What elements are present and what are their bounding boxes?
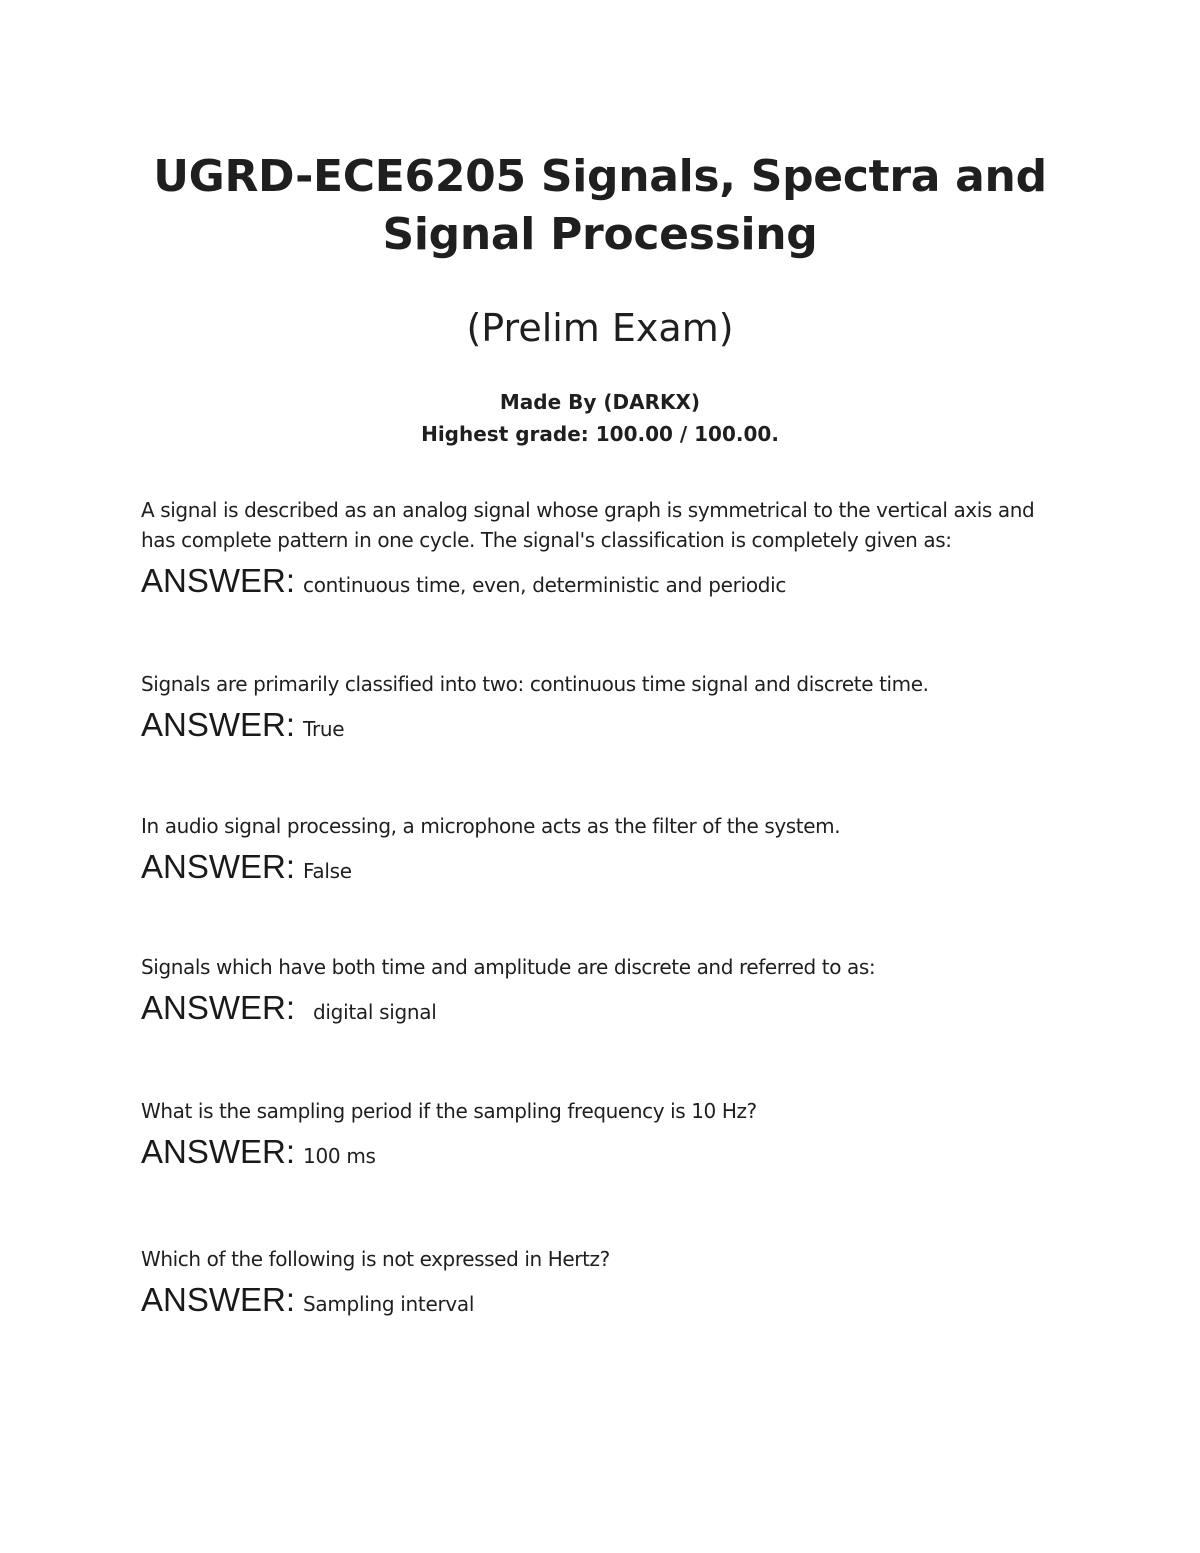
answer-line [141, 561, 1071, 605]
answer-label: ANSWER: [141, 989, 296, 1026]
answer-text: False [303, 859, 352, 883]
answer-text: 100 ms [303, 1144, 376, 1168]
answer-label: ANSWER: [141, 562, 296, 599]
answer-text: True [303, 717, 345, 741]
answer-label: ANSWER: [141, 848, 296, 885]
question-text: A signal is described as an analog signal whose graph is symmetrical to the vertical axis and has complete pattern in one cycle. The signal's classification is completely given as: [141, 498, 1035, 552]
answer-text: continuous time, even, deterministic and periodic [303, 573, 787, 597]
question-text: What is the sampling period if the sampling frequency is 10 Hz? [141, 1099, 757, 1123]
question-text: Which of the following is not expressed in Hertz? [141, 1247, 610, 1271]
title-line-2: Signal Processing [382, 209, 818, 260]
qa-item [141, 669, 1071, 749]
qa-item [141, 811, 1071, 891]
answer-line [141, 847, 1071, 891]
author-line: Made By (DARKX) [499, 390, 701, 414]
answer-text: digital signal [313, 1000, 437, 1024]
highest-grade-line: Highest grade: 100.00 / 100.00. [421, 422, 779, 446]
exam-subtitle: (Prelim Exam) [466, 306, 734, 350]
qa-item [141, 1244, 1071, 1324]
answer-text: Sampling interval [303, 1292, 475, 1316]
question-text: Signals which have both time and amplitude are discrete and referred to as: [141, 955, 876, 979]
answer-label: ANSWER: [141, 706, 296, 743]
answer-line [141, 1280, 1071, 1324]
title-line-1: UGRD-ECE6205 Signals, Spectra and [153, 151, 1047, 202]
answer-label: ANSWER: [141, 1281, 296, 1318]
answer-line [141, 705, 1071, 749]
question-text: In audio signal processing, a microphone acts as the filter of the system. [141, 814, 841, 838]
answer-label: ANSWER: [141, 1133, 296, 1170]
document-title [100, 148, 1100, 264]
question-text: Signals are primarily classified into two: continuous time signal and discrete time. [141, 672, 929, 696]
qa-item [141, 1096, 1071, 1176]
qa-item [141, 495, 1071, 605]
qa-item [141, 952, 1071, 1032]
answer-line [141, 988, 1071, 1032]
answer-line [141, 1132, 1071, 1176]
